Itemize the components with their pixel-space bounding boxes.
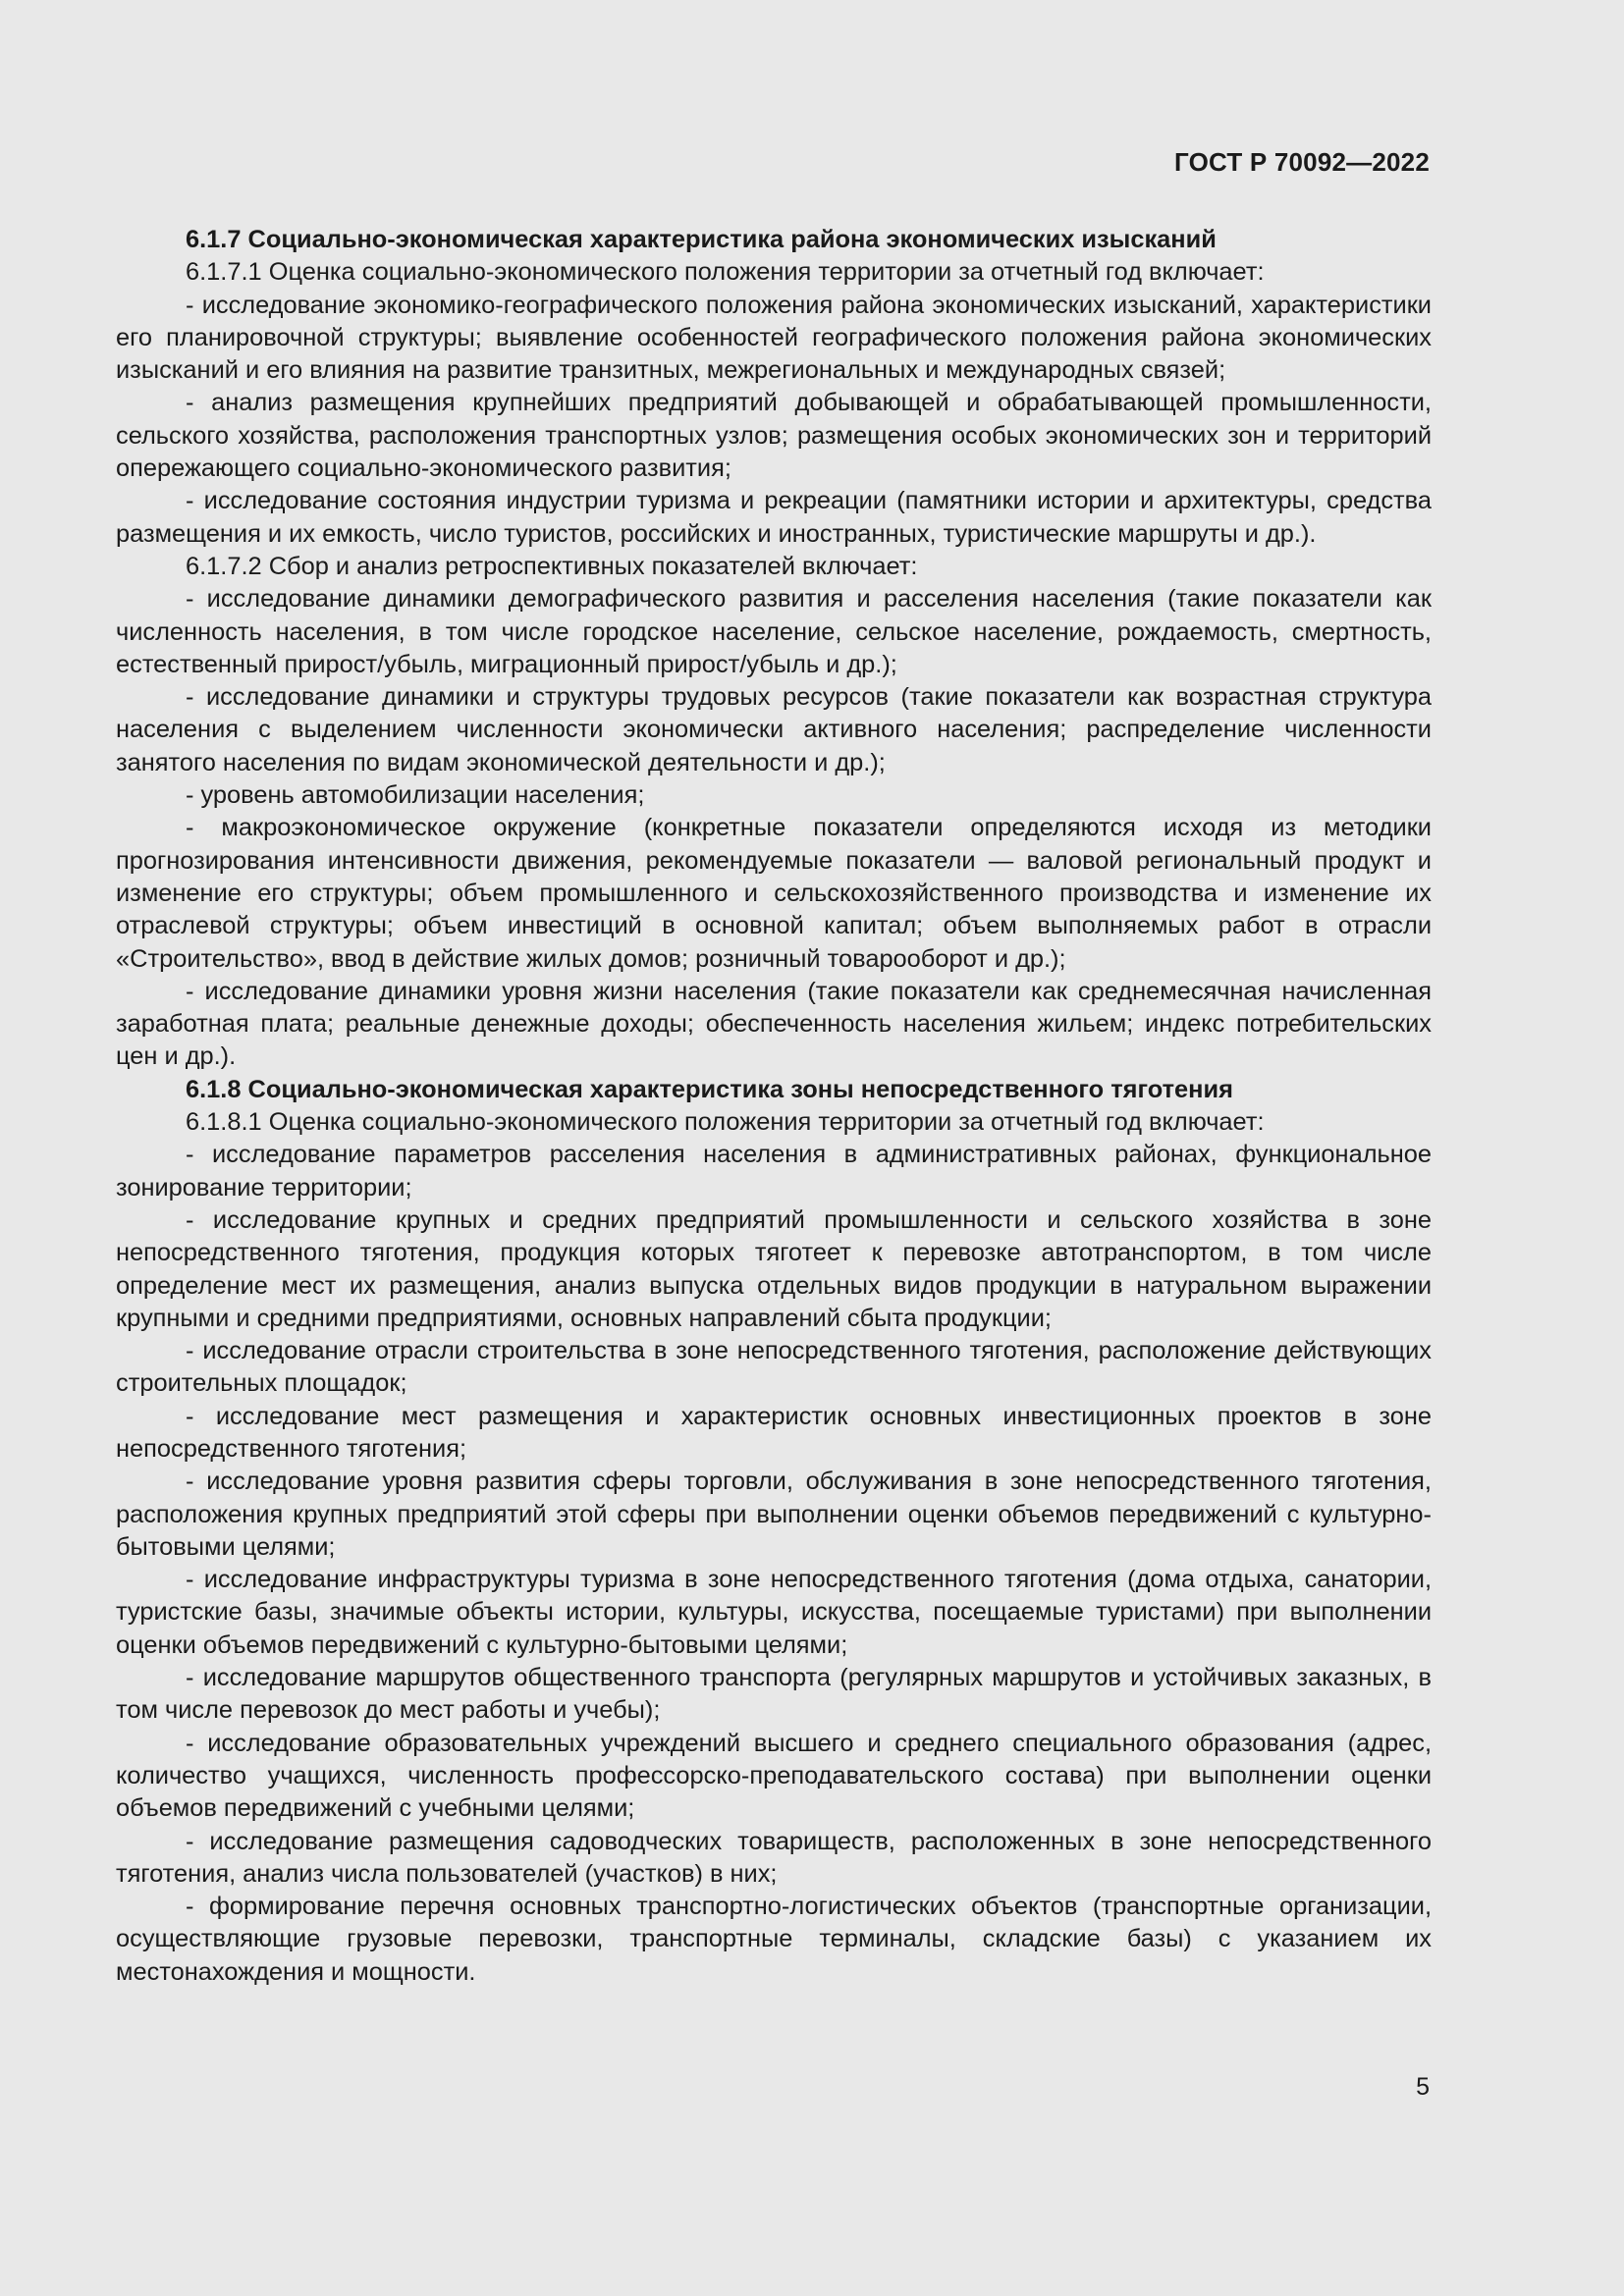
list-item: - исследование динамики демографического развития и расселения населения (такие показатели как численность населения, в том числе городское население, сельское население, рождаемость, смертность, естественный прирост/убыль, миграционный прирост/убыль и др.); [116,585,1432,678]
list-item: - исследование состояния индустрии туризма и рекреации (памятники истории и архитектуры, средства размещения и их емкость, число туристов, российских и иностранных, туристические маршруты и др.). [116,487,1432,548]
list-item: - анализ размещения крупнейших предприятий добывающей и обрабатывающей промышленности, сельского хозяйства, расположения транспортных узлов; размещения особых экономических зон и территорий опережающего социально-экономического развития; [116,389,1432,483]
section-heading: 6.1.8 Социально-экономическая характеристика зоны непосредственного тяготения [186,1075,1233,1103]
list-item: - исследование крупных и средних предприятий промышленности и сельского хозяйства в зоне непосредственного тяготения, продукция которых тяготеет к перевозке автотранспортом, в том числе определение мест их размещения, анализ выпуска отдельных видов продукции в натуральном выражении крупными и средними предприятиями, основных направлений сбыта продукции; [116,1205,1432,1332]
list-item: - формирование перечня основных транспортно-логистических объектов (транспортные организации, осуществляющие грузовые перевозки, транспортные терминалы, складские базы) с указанием их местонахождения и мощности. [116,1893,1432,1986]
paragraph: 6.1.8.1 Оценка социально-экономического положения территории за отчетный год включает: [186,1108,1265,1137]
paragraph: 6.1.7.1 Оценка социально-экономического положения территории за отчетный год включает: [186,258,1265,287]
list-item: - исследование образовательных учреждений высшего и среднего специального образования (адрес, количество учащихся, численность профессорско-преподавательского состава) при выполнении оценки объемов передвижений с учебными целями; [116,1729,1432,1823]
page-number: 5 [1416,2073,1430,2101]
list-item: - исследование отрасли строительства в зоне непосредственного тяготения, расположение действующих строительных площадок; [116,1337,1432,1398]
list-item: - исследование экономико-географического положения района экономических изысканий, характеристики его планировочной структуры; выявление особенностей географического положения района экономических изысканий и его влияния на развитие транзитных, межрегиональных и международных связей; [116,291,1432,385]
document-code: ГОСТ Р 70092—2022 [1174,147,1430,177]
paragraph: 6.1.7.2 Сбор и анализ ретроспективных показателей включает: [186,552,918,580]
list-item: - макроэкономическое окружение (конкретные показатели определяются исходя из методики прогнозирования интенсивности движения, рекомендуемые показатели — валовой региональный продукт и изменение его структуры; объем промышленного и сельскохозяйственного производства и изменение их отраслевой структуры; объем инвестиций в основной капитал; объем выполняемых работ в отрасли «Строительство», ввод в действие жилых домов; розничный товарооборот и др.); [116,814,1432,973]
list-item: - исследование уровня развития сферы торговли, обслуживания в зоне непосредственного тяготения, расположения крупных предприятий этой сферы при выполнении оценки объемов передвижений с культурно-бытовыми целями; [116,1468,1432,1561]
document-body [116,224,1432,1989]
list-item: - исследование маршрутов общественного транспорта (регулярных маршрутов и устойчивых заказных, в том числе перевозок до мест работы и учебы); [116,1664,1432,1725]
list-item: - исследование инфраструктуры туризма в зоне непосредственного тяготения (дома отдыха, санатории, туристские базы, значимые объекты истории, культуры, искусства, посещаемые туристами) при выполнении оценки объемов передвижений с культурно-бытовыми целями; [116,1566,1432,1659]
list-item: - уровень автомобилизации населения; [186,781,645,810]
list-item: - исследование динамики и структуры трудовых ресурсов (такие показатели как возрастная структура населения с выделением численности экономически активного населения; распределение численности занятого населения по видам экономической деятельности и др.); [116,683,1432,776]
list-item: - исследование параметров расселения населения в административных районах, функциональное зонирование территории; [116,1141,1432,1201]
section-heading: 6.1.7 Социально-экономическая характеристика района экономических изысканий [186,226,1217,253]
list-item: - исследование мест размещения и характеристик основных инвестиционных проектов в зоне непосредственного тяготения; [116,1402,1432,1463]
list-item: - исследование размещения садоводческих товариществ, расположенных в зоне непосредственного тяготения, анализ числа пользователей (участков) в них; [116,1827,1432,1888]
list-item: - исследование динамики уровня жизни населения (такие показатели как среднемесячная начисленная заработная плата; реальные денежные доходы; обеспеченность населения жильем; индекс потребительских цен и др.). [116,977,1432,1071]
